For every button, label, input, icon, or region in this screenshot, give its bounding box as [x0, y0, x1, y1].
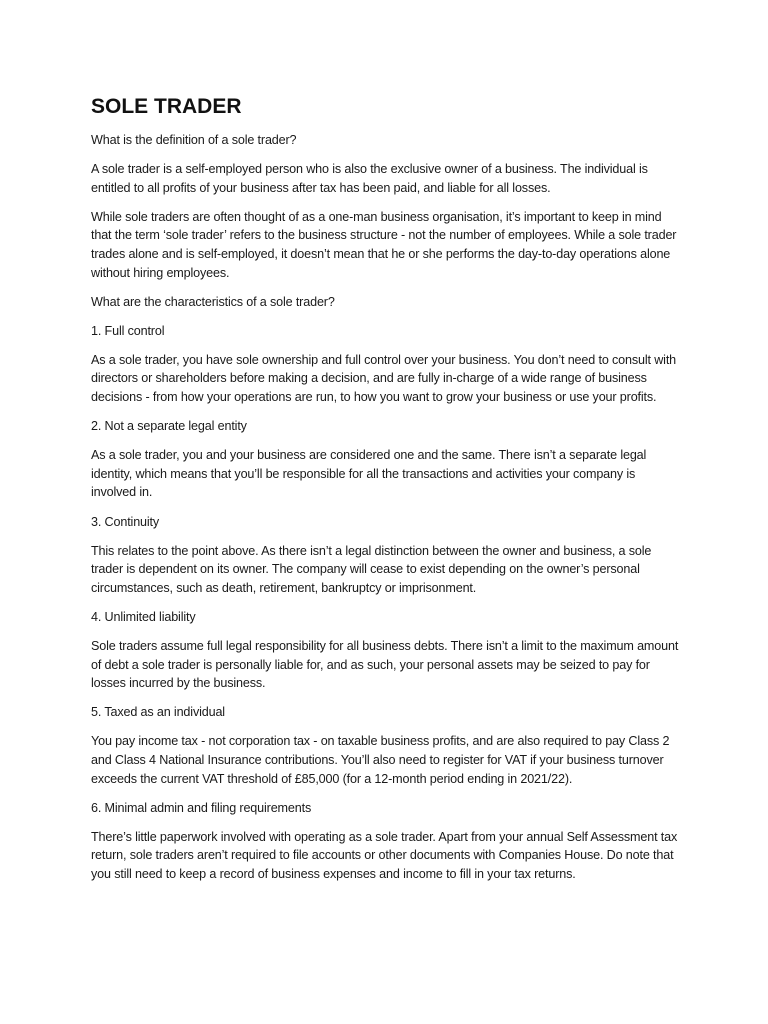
unlimited-liability-paragraph: Sole traders assume full legal responsibility for all business debts. There isn’t a limit to the maximum amount of debt a sole trader is personally liable for, and as such, your personal assets may be seized to pay for losses incurred by the business. [91, 638, 679, 691]
taxed-individual-paragraph: You pay income tax - not corporation tax - on taxable business profits, and are also required to pay Class 2 and Class 4 National Insurance contributions. You’ll also need to register for VAT if your business turnover exceeds the current VAT threshold of £85,000 (for a 12-month period ending in 2021/22). [91, 734, 670, 786]
definition-paragraph: A sole trader is a self-employed person who is also the exclusive owner of a business. The individual is entitled to all profits of your business after tax has been paid, and liable for all losses. [91, 162, 648, 195]
heading-taxed-individual: 5. Taxed as an individual [91, 705, 225, 720]
heading-separate-legal-entity: 2. Not a separate legal entity [91, 419, 247, 434]
minimal-admin-paragraph: There’s little paperwork involved with operating as a sole trader. Apart from your annual Self Assessment tax return, sole traders aren’t required to file accounts or other documents with Companies House. Do note that you still need to keep a record of business expenses and income to fill in your tax returns. [91, 829, 678, 881]
heading-unlimited-liability: 4. Unlimited liability [91, 609, 196, 624]
full-control-paragraph: As a sole trader, you have sole ownership and full control over your business. You don’t need to consult with directors or shareholders before making a decision, and are fully in-charge of a wide range of business decisions - from how your operations are run, to how you want to grow your business or use your profits. [91, 352, 677, 405]
definition-question: What is the definition of a sole trader? [91, 133, 297, 147]
heading-continuity: 3. Continuity [91, 514, 160, 529]
continuity-paragraph: This relates to the point above. As there isn’t a legal distinction between the owner and business, a sole trader is dependent on its owner. The company will cease to exist depending on the owner’s personal circumstances, such as death, retirement, bankruptcy or imprisonment. [91, 543, 652, 595]
characteristics-question: What are the characteristics of a sole trader? [91, 294, 335, 309]
document-page [91, 94, 681, 894]
heading-full-control: 1. Full control [91, 323, 165, 338]
separate-legal-entity-paragraph: As a sole trader, you and your business are considered one and the same. There isn’t a separate legal identity, which means that you’ll be responsible for all the transactions and activities your company is involved in. [91, 448, 647, 500]
heading-minimal-admin: 6. Minimal admin and filing requirements [91, 800, 312, 815]
structure-paragraph: While sole traders are often thought of as a one-man business organisation, it’s important to keep in mind that the term ‘sole trader’ refers to the business structure - not the number of employees. While a sole trader trades alone and is self-employed, it doesn’t mean that he or she performs the day-to-day operations alone without hiring employees. [91, 209, 677, 280]
document-title: SOLE TRADER [91, 95, 242, 118]
